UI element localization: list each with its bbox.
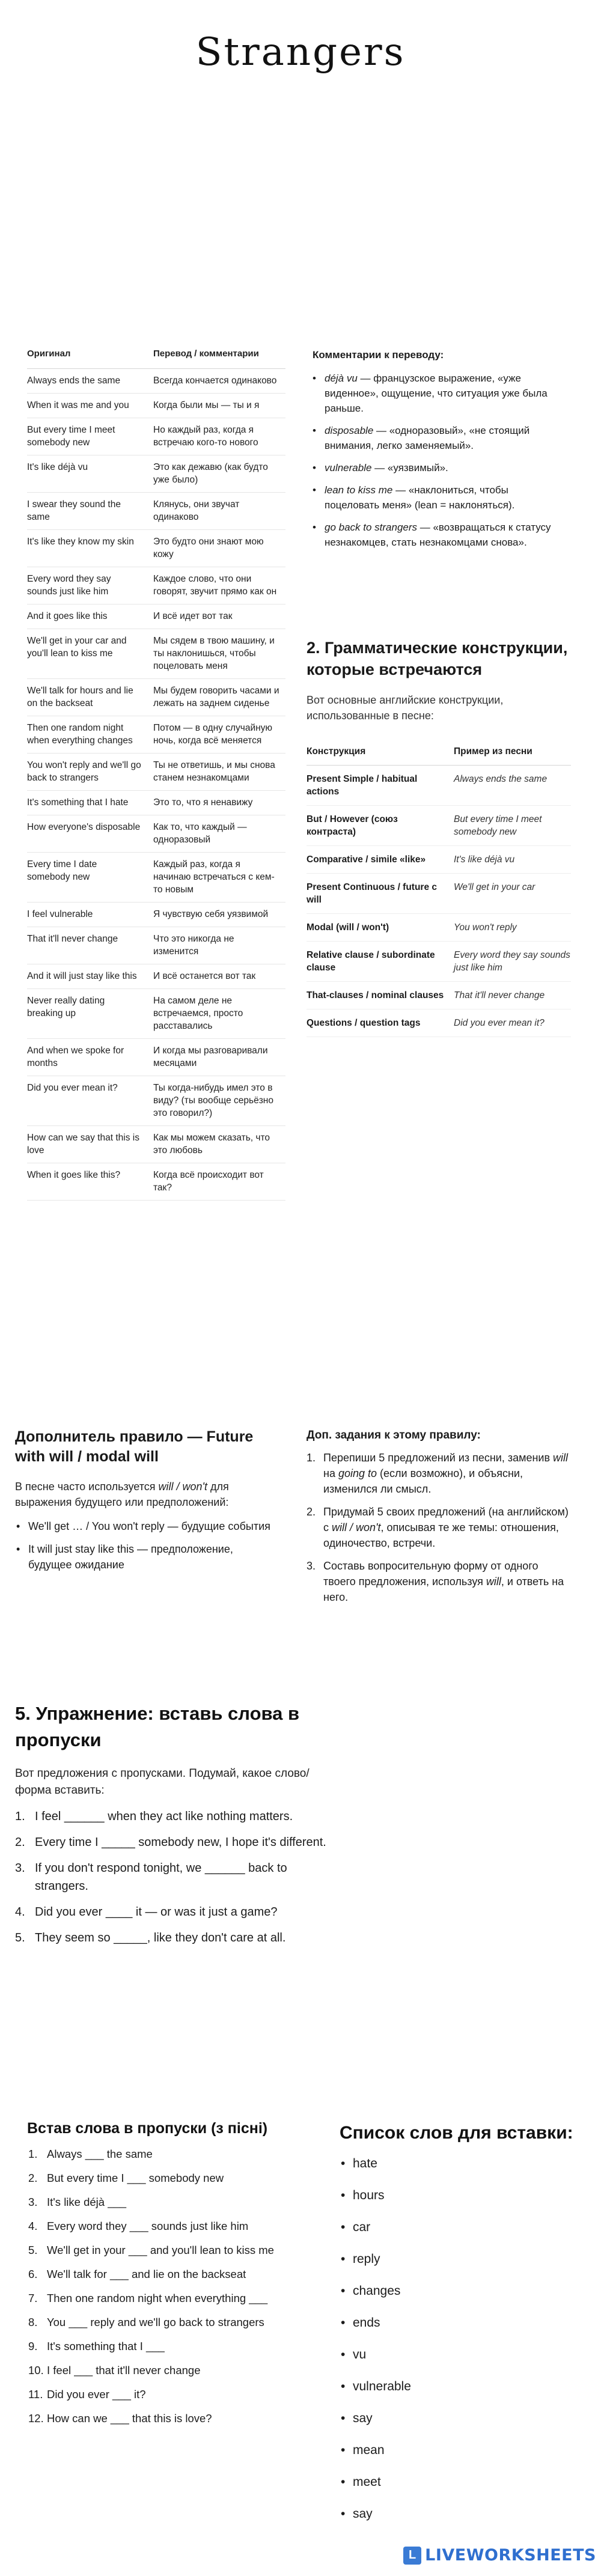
page-title: Strangers bbox=[195, 30, 406, 75]
table-row bbox=[27, 369, 285, 394]
table-row bbox=[27, 754, 285, 791]
extra-tasks-list bbox=[307, 1450, 571, 1605]
lyrics-original-cell: How everyone's disposable bbox=[27, 822, 141, 832]
table-row bbox=[27, 394, 285, 418]
grammar-construction-cell: Modal (will / won't) bbox=[307, 922, 389, 933]
list-item: • reply bbox=[340, 2250, 592, 2268]
lyrics-translation-cell: Что это никогда не изменится bbox=[153, 934, 234, 957]
list-item: • mean bbox=[340, 2441, 592, 2459]
item-number: 5. bbox=[15, 1931, 25, 1944]
lyrics-original-cell: When it was me and you bbox=[27, 400, 129, 410]
item-number: 6. bbox=[28, 2268, 38, 2280]
table-row bbox=[27, 679, 285, 716]
word-list-title: Список слов для вставки: bbox=[340, 2123, 573, 2143]
list-item bbox=[313, 423, 565, 453]
table-row bbox=[307, 766, 571, 806]
list-item bbox=[27, 2194, 340, 2210]
lyrics-translation-cell: На самом деле не встречаемся, просто расставались bbox=[153, 996, 243, 1031]
item-number: 3. bbox=[28, 2196, 38, 2208]
fill-in-sentence: Then one random night when everything ___ bbox=[47, 2292, 268, 2304]
grammar-table-body bbox=[307, 766, 571, 1037]
fill-in-sentence: I feel ___ that it'll never change bbox=[47, 2364, 201, 2377]
lyrics-original-cell: But every time I meet somebody new bbox=[27, 425, 115, 448]
fill-in-title: Встав слова в пропуски (з пісні) bbox=[27, 2120, 268, 2137]
list-item bbox=[307, 1450, 571, 1497]
table-row bbox=[307, 1009, 571, 1037]
comment-term: vulnerable bbox=[325, 462, 372, 473]
task-text: (если возможно), и объясни, изменился ли смысл. bbox=[323, 1467, 523, 1495]
list-item: • vulnerable bbox=[340, 2378, 592, 2396]
lyrics-original-cell: How can we say that this is love bbox=[27, 1133, 139, 1156]
list-item: • changes bbox=[340, 2282, 592, 2300]
table-row bbox=[27, 493, 285, 530]
item-number: 10. bbox=[28, 2364, 44, 2377]
lyrics-header-original: Оригинал bbox=[27, 349, 71, 359]
lyrics-translation-cell: Мы будем говорить часами и лежать на заднем сиденье bbox=[153, 686, 279, 708]
lyrics-original-cell: And when we spoke for months bbox=[27, 1046, 124, 1068]
task-emphasis: will bbox=[486, 1576, 501, 1588]
item-number: 1. bbox=[28, 2148, 38, 2160]
lyrics-original-cell: Then one random night when everything changes bbox=[27, 723, 133, 746]
grammar-intro: Вот основные английские конструкции, использованные в песне: bbox=[307, 694, 504, 722]
list-item bbox=[313, 520, 565, 550]
table-row bbox=[27, 716, 285, 754]
table-row bbox=[27, 1163, 285, 1201]
lyrics-translation-cell: И всё останется вот так bbox=[153, 971, 256, 981]
grammar-construction-cell: Questions / question tags bbox=[307, 1018, 421, 1028]
table-row bbox=[27, 964, 285, 989]
lyrics-original-cell: We'll get in your car and you'll lean to kiss me bbox=[27, 636, 127, 659]
table-row bbox=[27, 989, 285, 1039]
exercise-5-intro: Вот предложения с пропусками. Подумай, какое слово/форма вставить: bbox=[15, 1767, 310, 1797]
lyrics-translation-cell: Как то, что каждый — одноразовый bbox=[153, 822, 247, 845]
grammar-construction-cell: Comparative / simile «like» bbox=[307, 854, 426, 865]
grammar-example-cell: Always ends the same bbox=[454, 774, 548, 784]
table-row bbox=[307, 846, 571, 874]
comment-text: — «уязвимый». bbox=[371, 462, 448, 473]
task-text: , и ответь на него. bbox=[323, 1576, 564, 1603]
lyrics-header-translation: Перевод / комментарии bbox=[153, 349, 259, 359]
future-will-bullets bbox=[15, 1518, 279, 1573]
table-row bbox=[27, 903, 285, 927]
future-will-paragraph bbox=[15, 1479, 279, 1510]
item-number: 2. bbox=[307, 1506, 316, 1518]
table-row bbox=[307, 874, 571, 914]
table-row bbox=[307, 982, 571, 1009]
future-will-emphasis: will / won't bbox=[158, 1481, 207, 1493]
list-item bbox=[15, 1807, 328, 1825]
list-item bbox=[307, 1558, 571, 1605]
word-list-items bbox=[340, 2155, 592, 2523]
table-row bbox=[27, 530, 285, 567]
list-item: • We'll get … / You won't reply — будущие события bbox=[15, 1518, 279, 1534]
grammar-header-example: Пример из песни bbox=[454, 746, 532, 757]
lyrics-original-cell: That it'll never change bbox=[27, 934, 118, 944]
item-number: 12. bbox=[28, 2412, 44, 2425]
lyrics-original-cell: I feel vulnerable bbox=[27, 909, 93, 919]
lyrics-translation-cell: Это как дежавю (как будто уже было) bbox=[153, 462, 268, 485]
lyrics-original-cell: It's like they know my skin bbox=[27, 537, 134, 547]
lyrics-translation-cell: Я чувствую себя уязвимой bbox=[153, 909, 269, 919]
grammar-construction-cell: Present Simple / habitual actions bbox=[307, 774, 418, 797]
item-number: 4. bbox=[28, 2220, 38, 2232]
future-will-text-end: для выражения будущего или предположений: bbox=[15, 1481, 229, 1508]
lyrics-original-cell: Never really dating breaking up bbox=[27, 996, 105, 1019]
list-item bbox=[27, 2338, 340, 2354]
lyrics-translation-cell: Ты не ответишь, и мы снова станем незнакомцами bbox=[153, 760, 275, 783]
lyrics-original-cell: And it goes like this bbox=[27, 611, 108, 621]
item-number: 1. bbox=[307, 1452, 316, 1464]
list-item bbox=[15, 1903, 328, 1921]
table-row bbox=[27, 853, 285, 903]
item-number: 11. bbox=[28, 2388, 43, 2401]
fill-in-exercise bbox=[27, 2118, 340, 2434]
lyrics-original-cell: We'll talk for hours and lie on the backseat bbox=[27, 686, 133, 708]
lyrics-translation-cell: Каждое слово, что они говорят, звучит прямо как он bbox=[153, 574, 277, 597]
grammar-example-cell: Did you ever mean it? bbox=[454, 1018, 545, 1028]
grammar-example-cell: Every word they say sounds just like him bbox=[454, 950, 570, 973]
lyrics-original-cell: Every time I date somebody new bbox=[27, 859, 97, 882]
exercise-sentence: I feel ______ when they act like nothing matters. bbox=[35, 1810, 293, 1823]
table-row bbox=[27, 1126, 285, 1163]
list-item bbox=[15, 1833, 328, 1851]
future-will-rule bbox=[15, 1427, 279, 1580]
list-item: • say bbox=[340, 2410, 592, 2428]
list-item: • car bbox=[340, 2218, 592, 2236]
lyrics-translation-cell: Когда всё происходит вот так? bbox=[153, 1170, 264, 1193]
grammar-table bbox=[307, 745, 571, 1037]
list-item: • meet bbox=[340, 2473, 592, 2491]
list-item bbox=[27, 2410, 340, 2426]
list-item bbox=[27, 2266, 340, 2282]
exercise-sentence: They seem so _____, like they don't care at all. bbox=[35, 1931, 286, 1944]
lyrics-translation-cell: Ты когда-нибудь имел это в виду? (ты вообще серьёзно это говорил?) bbox=[153, 1083, 273, 1118]
item-number: 5. bbox=[28, 2244, 38, 2256]
lyrics-original-cell: When it goes like this? bbox=[27, 1170, 121, 1180]
grammar-example-cell: It's like déjà vu bbox=[454, 854, 515, 865]
lyrics-table-body bbox=[27, 369, 285, 1201]
table-row bbox=[27, 629, 285, 679]
task-text: Составь вопросительную форму от одного твоего предложения, используя bbox=[323, 1560, 538, 1588]
exercise-5-title: 5. Упражнение: вставь слова в пропуски bbox=[15, 1703, 300, 1750]
list-item bbox=[307, 1504, 571, 1551]
table-row bbox=[27, 1076, 285, 1126]
list-item bbox=[313, 483, 565, 513]
grammar-example-cell: We'll get in your car bbox=[454, 882, 535, 892]
item-number: 8. bbox=[28, 2316, 38, 2328]
liveworksheets-logo-text: LIVEWORKSHEETS bbox=[425, 2546, 596, 2565]
lyrics-table-header bbox=[27, 347, 285, 369]
comment-term: go back to strangers bbox=[325, 522, 418, 533]
item-number: 2. bbox=[28, 2172, 38, 2184]
fill-in-sentence: Did you ever ___ it? bbox=[47, 2388, 146, 2401]
fill-in-sentence: We'll get in your ___ and you'll lean to kiss me bbox=[47, 2244, 274, 2256]
lyrics-translation-cell: Когда были мы — ты и я bbox=[153, 400, 260, 410]
comment-term: déjà vu bbox=[325, 373, 358, 384]
table-row bbox=[307, 806, 571, 846]
lyrics-translation-cell: Это то, что я ненавижу bbox=[153, 797, 253, 808]
list-item bbox=[27, 2290, 340, 2306]
comment-text: — «наклониться, чтобы поцеловать меня» (lean = наклоняться). bbox=[325, 484, 515, 511]
task-text: Перепиши 5 предложений из песни, заменив bbox=[323, 1452, 554, 1464]
task-emphasis: will bbox=[553, 1452, 569, 1464]
table-row bbox=[27, 815, 285, 853]
task-emphasis: going to bbox=[338, 1467, 377, 1479]
lyrics-translation-cell: И когда мы разговаривали месяцами bbox=[153, 1046, 268, 1068]
exercise-sentence: Did you ever ____ it — or was it just a game? bbox=[35, 1905, 278, 1919]
fill-in-sentence: But every time I ___ somebody new bbox=[47, 2172, 224, 2184]
item-number: 3. bbox=[307, 1560, 316, 1572]
list-item bbox=[27, 2386, 340, 2402]
lyrics-translation-cell: Но каждый раз, когда я встречаю кого-то нового bbox=[153, 425, 258, 448]
fill-in-sentence: It's like déjà ___ bbox=[47, 2196, 127, 2208]
comment-text: — «возвращаться к статусу незнакомцев, стать незнакомцами снова». bbox=[325, 522, 551, 548]
grammar-title: 2. Грамматические конструкции, которые встречаются bbox=[307, 639, 568, 678]
list-item bbox=[27, 2146, 340, 2162]
list-item bbox=[27, 2314, 340, 2330]
lyrics-original-cell: Every word they say sounds just like him bbox=[27, 574, 111, 597]
list-item: • hate bbox=[340, 2155, 592, 2173]
comments-list bbox=[313, 371, 565, 550]
grammar-table-header bbox=[307, 745, 571, 766]
list-item: • ends bbox=[340, 2314, 592, 2332]
fill-in-sentence: It's something that I ___ bbox=[47, 2340, 165, 2352]
list-item bbox=[15, 1929, 328, 1947]
list-item: • It will just stay like this — предположение, будущее ожидание bbox=[15, 1541, 279, 1573]
fill-in-list bbox=[27, 2146, 340, 2426]
extra-tasks-title: Доп. задания к этому правилу: bbox=[307, 1429, 481, 1442]
future-will-text: В песне часто используется bbox=[15, 1481, 159, 1493]
grammar-construction-cell: Present Continuous / future с will bbox=[307, 882, 438, 905]
list-item bbox=[27, 2242, 340, 2258]
fill-in-sentence: We'll talk for ___ and lie on the backseat bbox=[47, 2268, 246, 2280]
item-number: 4. bbox=[15, 1905, 25, 1919]
lyrics-original-cell: It's like déjà vu bbox=[27, 462, 88, 472]
list-item bbox=[15, 1859, 328, 1895]
list-item: • say bbox=[340, 2505, 592, 2523]
lyrics-translation-cell: Это будто они знают мою кожу bbox=[153, 537, 264, 559]
task-text: Придумай 5 своих предложений (на английском) с bbox=[323, 1506, 569, 1533]
list-item bbox=[27, 2362, 340, 2378]
list-item: • hours bbox=[340, 2187, 592, 2205]
table-row bbox=[27, 604, 285, 629]
table-row bbox=[307, 914, 571, 942]
item-number: 9. bbox=[28, 2340, 38, 2352]
task-text: , описывая те же темы: отношения, одиночество, встречи. bbox=[323, 1521, 559, 1549]
lyrics-translation-cell: Клянусь, они звучат одинаково bbox=[153, 499, 240, 522]
grammar-construction-cell: But / However (союз контраста) bbox=[307, 814, 398, 837]
table-row bbox=[27, 927, 285, 964]
task-text: на bbox=[323, 1467, 338, 1479]
liveworksheets-logo[interactable] bbox=[403, 2546, 596, 2565]
future-will-title: Дополнитель правило — Future with will / modal will bbox=[15, 1428, 254, 1465]
comment-term: lean to kiss me bbox=[325, 484, 393, 496]
lyrics-translation-cell: Потом — в одну случайную ночь, когда всё меняется bbox=[153, 723, 273, 746]
list-item bbox=[27, 2170, 340, 2186]
lyrics-translation-cell: И всё идет вот так bbox=[153, 611, 233, 621]
comment-term: disposable bbox=[325, 425, 374, 436]
lyrics-translation-cell: Мы сядем в твою машину, и ты наклонишься, чтобы поцеловать меня bbox=[153, 636, 275, 671]
task-emphasis: will / won't bbox=[332, 1521, 381, 1533]
fill-in-sentence: How can we ___ that this is love? bbox=[47, 2412, 212, 2425]
table-row bbox=[27, 791, 285, 815]
table-row bbox=[27, 418, 285, 455]
extra-tasks bbox=[307, 1427, 571, 1612]
grammar-example-cell: You won't reply bbox=[454, 922, 517, 933]
footer bbox=[0, 2539, 601, 2576]
lyrics-original-cell: I swear they sound the same bbox=[27, 499, 121, 522]
exercise-sentence: Every time I _____ somebody new, I hope it's different. bbox=[35, 1836, 326, 1849]
exercise-sentence: If you don't respond tonight, we ______ back to strangers. bbox=[35, 1862, 287, 1893]
item-number: 7. bbox=[28, 2292, 38, 2304]
grammar-construction-cell: Relative clause / subordinate clause bbox=[307, 950, 435, 973]
item-number: 3. bbox=[15, 1862, 25, 1875]
comments-heading: Комментарии к переводу: bbox=[313, 349, 444, 361]
exercise-5 bbox=[15, 1701, 328, 1955]
table-row bbox=[307, 942, 571, 982]
item-number: 2. bbox=[15, 1836, 25, 1849]
table-row bbox=[27, 455, 285, 493]
fill-in-sentence: Always ___ the same bbox=[47, 2148, 153, 2160]
item-number: 1. bbox=[15, 1810, 25, 1823]
table-row bbox=[27, 567, 285, 604]
grammar-construction-cell: That-clauses / nominal clauses bbox=[307, 990, 444, 1000]
lyrics-original-cell: You won't reply and we'll go back to strangers bbox=[27, 760, 141, 783]
word-list bbox=[340, 2121, 592, 2537]
comment-text: — французское выражение, «уже виденное», ощущение, что ситуация уже была раньше. bbox=[325, 373, 548, 414]
grammar-section bbox=[307, 637, 571, 723]
list-item bbox=[313, 371, 565, 416]
fill-in-sentence: You ___ reply and we'll go back to strangers bbox=[47, 2316, 264, 2328]
lyrics-translation-cell: Каждый раз, когда я начинаю встречаться с кем-то новым bbox=[153, 859, 275, 895]
translation-comments bbox=[313, 347, 565, 557]
lyrics-original-cell: Always ends the same bbox=[27, 376, 121, 386]
list-item: • vu bbox=[340, 2346, 592, 2364]
lyrics-original-cell: It's something that I hate bbox=[27, 797, 129, 808]
grammar-example-cell: That it'll never change bbox=[454, 990, 545, 1000]
lyrics-original-cell: And it will just stay like this bbox=[27, 971, 137, 981]
exercise-5-list bbox=[15, 1807, 328, 1947]
table-row bbox=[27, 1039, 285, 1076]
grammar-header-construction: Конструкция bbox=[307, 746, 366, 757]
fill-in-sentence: Every word they ___ sounds just like him bbox=[47, 2220, 249, 2232]
liveworksheets-logo-icon: L bbox=[403, 2547, 421, 2565]
lyrics-original-cell: Did you ever mean it? bbox=[27, 1083, 118, 1093]
lyrics-translation-cell: Всегда кончается одинаково bbox=[153, 376, 277, 386]
lyrics-table bbox=[27, 347, 285, 1201]
lyrics-translation-cell: Как мы можем сказать, что это любовь bbox=[153, 1133, 270, 1156]
grammar-example-cell: But every time I meet somebody new bbox=[454, 814, 542, 837]
comment-text: — «одноразовый», «не стоящий внимания, легко заменяемый». bbox=[325, 425, 530, 451]
list-item bbox=[27, 2218, 340, 2234]
list-item bbox=[313, 460, 565, 475]
